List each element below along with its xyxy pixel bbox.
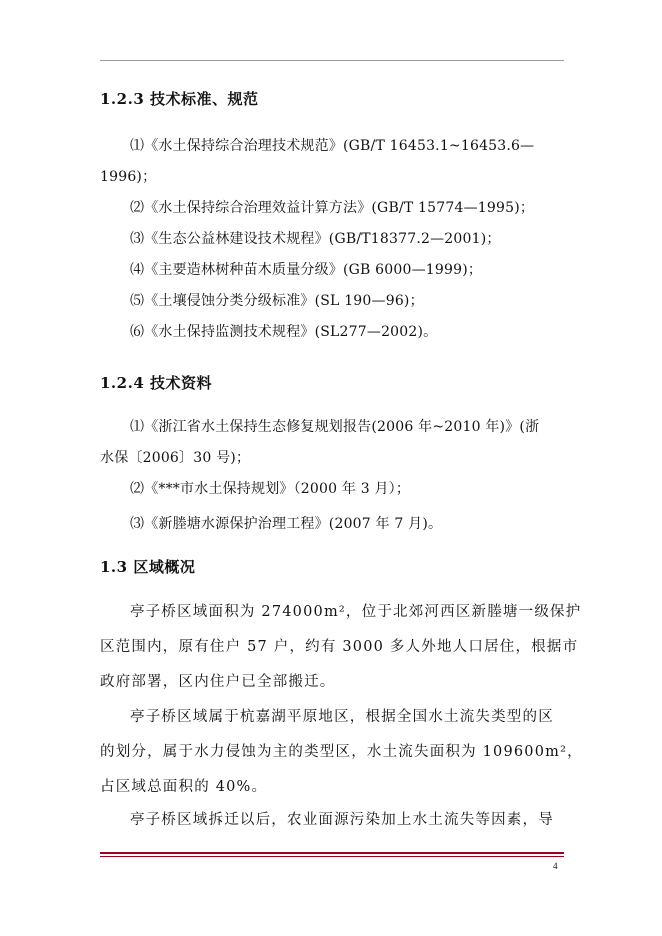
section-heading-1-3: 1.3 区域概况	[100, 558, 196, 576]
section-heading-1-2-4: 1.2.4 技术资料	[100, 374, 212, 392]
footer-rule-thin	[100, 856, 564, 857]
paragraph-2-line-2: 的划分，属于水力侵蚀为主的类型区，水土流失面积为 109600m²，	[100, 744, 583, 760]
standard-item-4: ⑷《主要造林树种苗木质量分级》(GB 6000—1999)；	[130, 262, 483, 278]
section-heading-1-2-3: 1.2.3 技术标准、规范	[100, 90, 259, 108]
reference-item-3: ⑶《新塍塘水源保护治理工程》(2007 年 7 月)。	[130, 516, 443, 532]
paragraph-1-line-2: 区范围内，原有住户 57 户，约有 3000 多人外地人口居住，根据市	[100, 639, 579, 655]
standard-item-5: ⑸《土壤侵蚀分类分级标准》(SL 190—96)；	[130, 293, 424, 309]
paragraph-1-line-1: 亭子桥区域面积为 274000m²，位于北郊河西区新塍塘一级保护	[130, 604, 582, 620]
paragraph-2-line-1: 亭子桥区域属于杭嘉湖平原地区，根据全国水土流失类型的区	[130, 709, 554, 725]
reference-item-2: ⑵《***市水土保持规划》（2000 年 3 月）；	[130, 481, 411, 497]
standard-item-3: ⑶《生态公益林建设技术规程》(GB/T18377.2—2001)；	[130, 231, 501, 247]
paragraph-1-line-3: 政府部署，区内住户已全部搬迁。	[100, 674, 336, 690]
standard-item-1: ⑴《水土保持综合治理技术规范》(GB/T 16453.1~16453.6—	[130, 138, 535, 154]
standard-item-1-cont: 1996)；	[100, 169, 157, 185]
paragraph-2-line-3: 占区域总面积的 40%。	[100, 779, 268, 795]
standard-item-2: ⑵《水土保持综合治理效益计算方法》(GB/T 15774—1995)；	[130, 200, 535, 216]
reference-item-1-cont: 水保〔2006〕30 号)；	[100, 450, 251, 466]
standard-item-6: ⑹《水土保持监测技术规程》(SL277—2002)。	[130, 324, 438, 340]
reference-item-1: ⑴《浙江省水土保持生态修复规划报告(2006 年~2010 年)》(浙	[130, 419, 540, 435]
header-rule	[100, 60, 564, 61]
page-number: 4	[553, 861, 558, 871]
paragraph-3-line-1: 亭子桥区域拆迁以后，农业面源污染加上水土流失等因素，导	[130, 812, 554, 828]
footer-rule-thick	[100, 852, 564, 854]
